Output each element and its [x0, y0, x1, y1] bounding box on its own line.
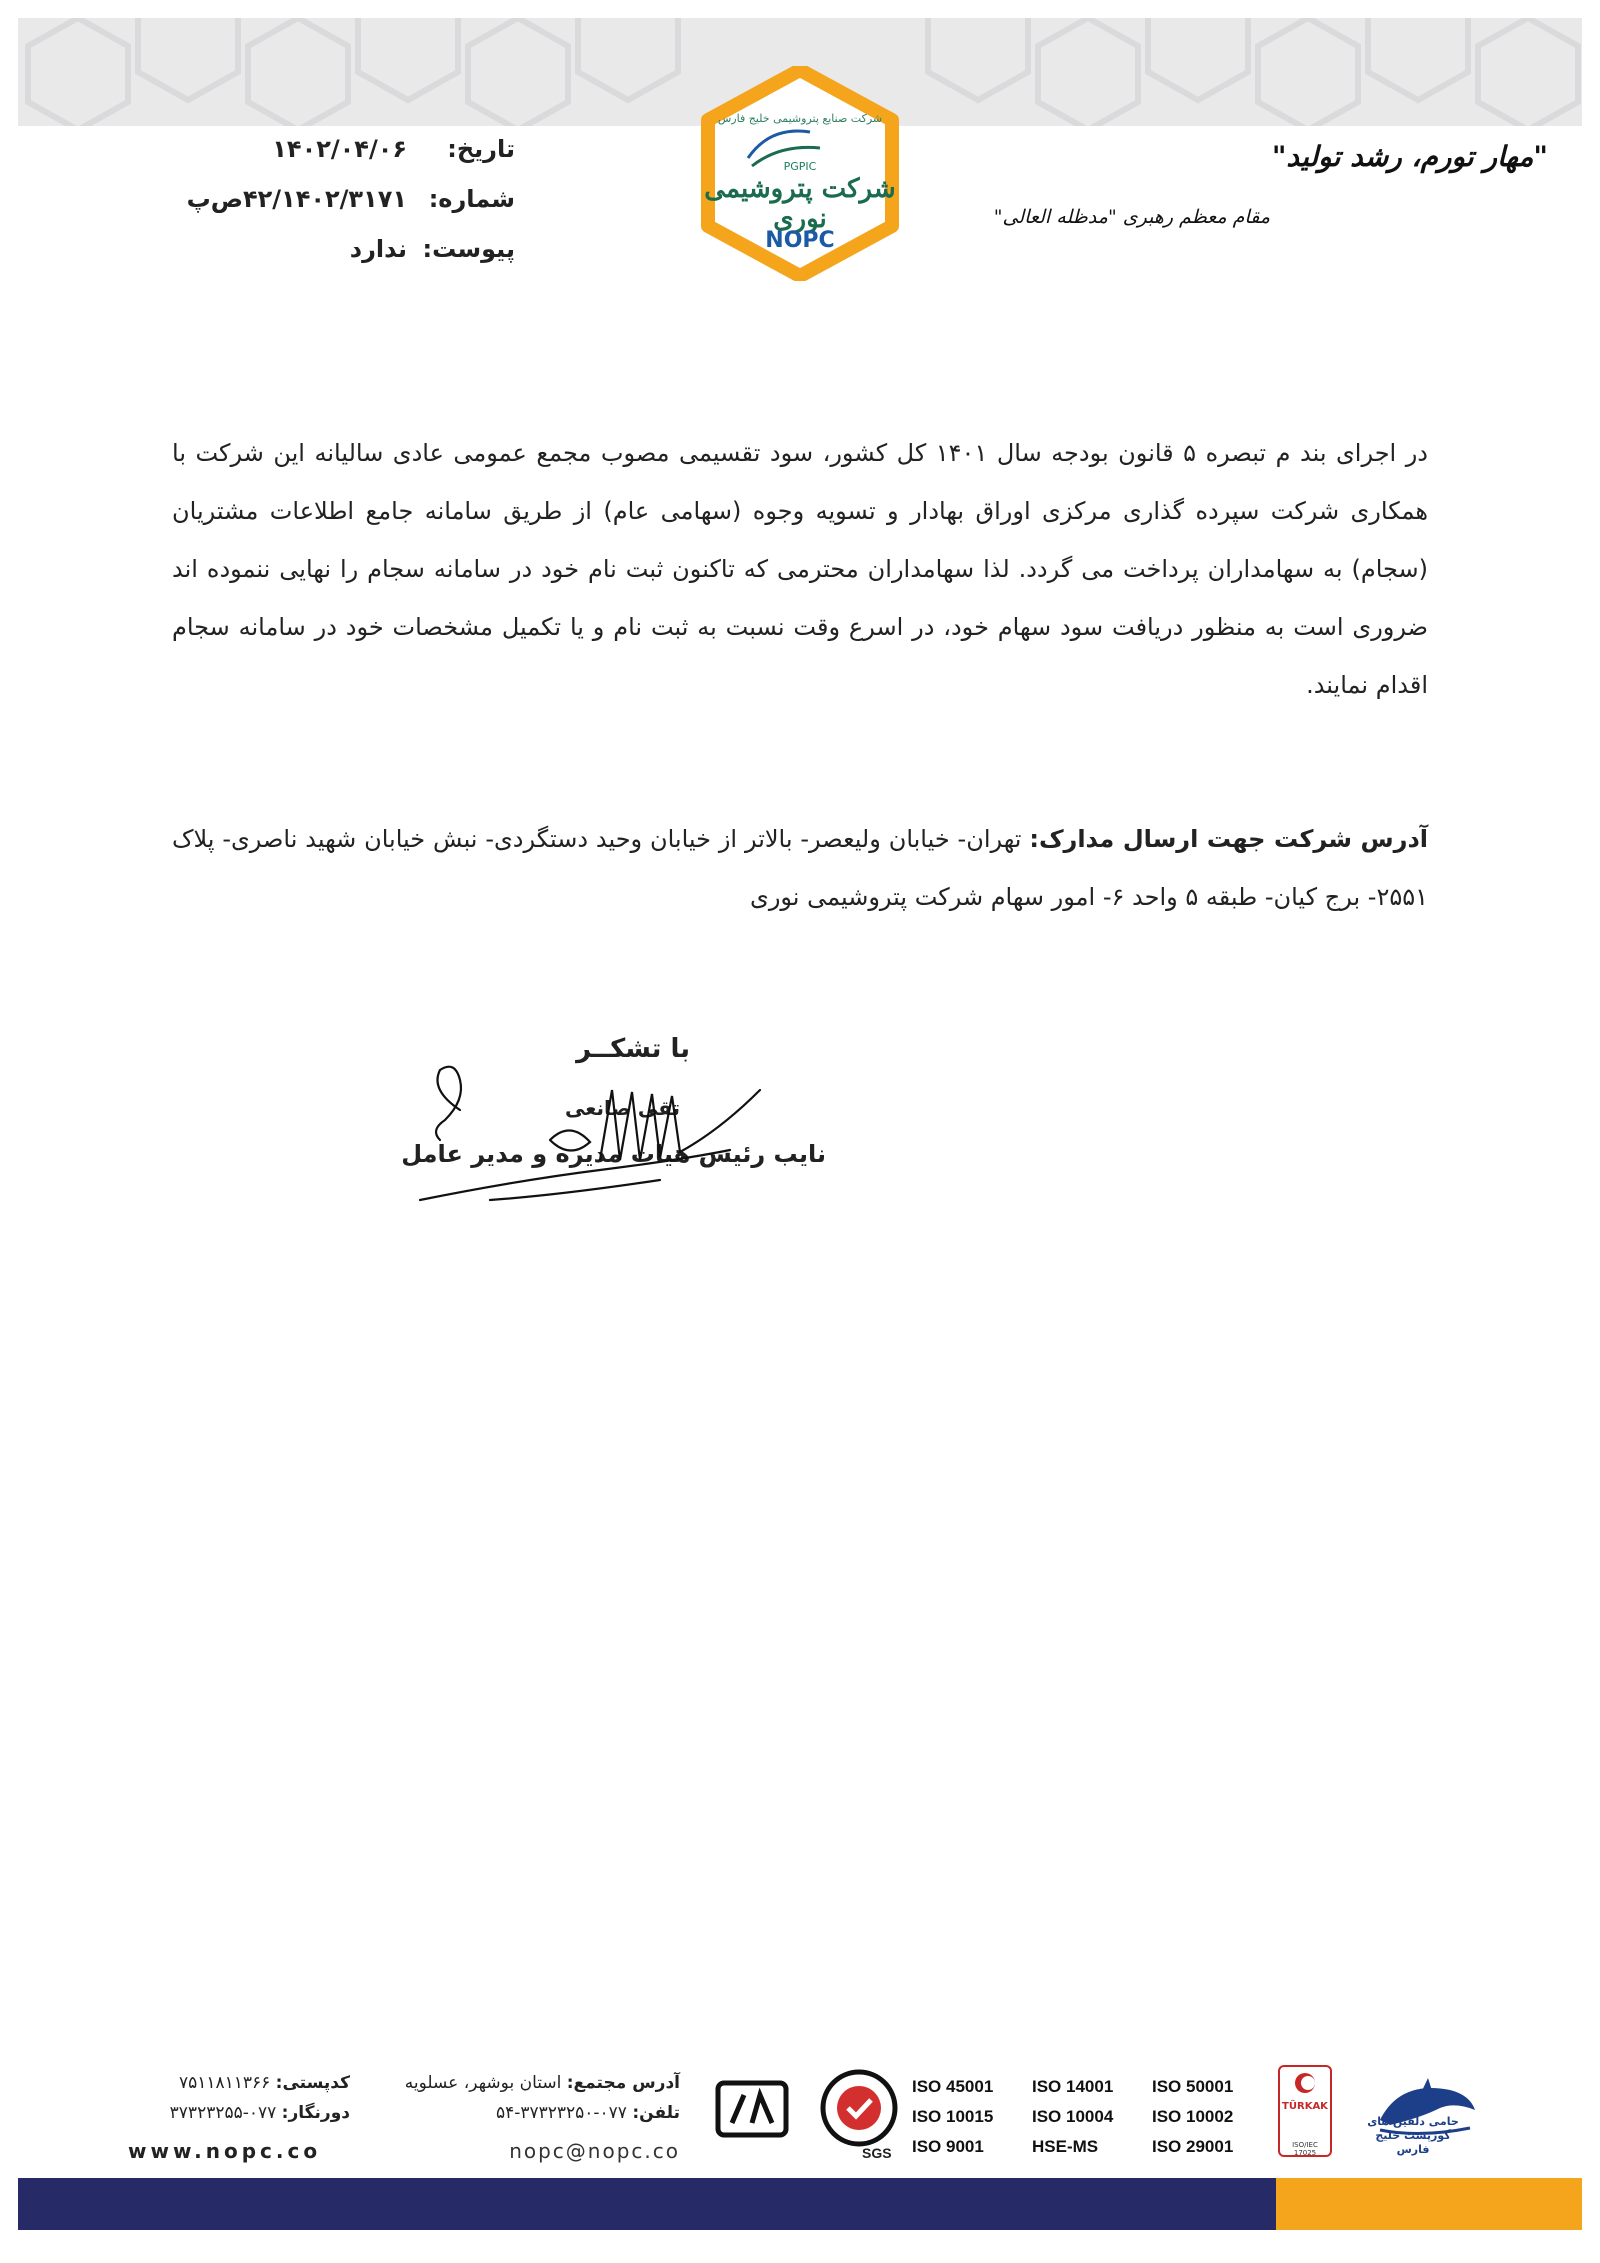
iso-item: ISO 9001 [912, 2137, 984, 2156]
date-row [187, 124, 515, 174]
complex-address-label: آدرس مجتمع: [566, 2073, 680, 2093]
footer-bar-orange [1276, 2178, 1582, 2230]
iso-item: ISO 29001 [1152, 2137, 1234, 2156]
address-label: آدرس شرکت جهت ارسال مدارک: [1029, 825, 1428, 853]
iso-item: ISO 10015 [912, 2107, 994, 2126]
number-label: شماره: [428, 185, 515, 213]
number-row [187, 174, 515, 224]
turkak-star-icon [1280, 2067, 1330, 2097]
turkak-label: TÜRKAK [1282, 2101, 1328, 2112]
letter-meta [187, 124, 515, 274]
iso-item: HSE-MS [1032, 2137, 1099, 2156]
address-paragraph [172, 810, 1428, 926]
turkak-iso: ISO/IEC 17025 [1292, 2141, 1318, 2157]
iso-item: ISO 10004 [1032, 2107, 1114, 2126]
footer-website[interactable]: www.nopc.co [128, 2139, 322, 2163]
slogan-attribution: مقام معظم رهبری "مدظله العالی" [993, 206, 1270, 228]
attachment-label: پیوست: [422, 235, 515, 263]
phone-value: ۰۷۷-۳۷۳۲۳۲۵۰-۵۴ [495, 2103, 633, 2123]
date-label: تاریخ: [447, 135, 515, 163]
dolphin-caption: حامی دلفین های گوزپشت خلیج فارس [1367, 2115, 1459, 2156]
logo-abbr: NOPC [765, 228, 835, 253]
closing: با تشکــر [576, 1034, 690, 1064]
footer-contact [120, 2073, 350, 2123]
logo-company-name: شرکت پتروشیمی نوری [704, 174, 896, 234]
signature-block [400, 1030, 840, 1230]
footer-bar-blue [18, 2178, 1276, 2230]
handwritten-signature-icon [400, 1030, 840, 1230]
iso-item: ISO 10002 [1152, 2107, 1234, 2126]
sgs-certification-icon [818, 2067, 900, 2149]
logo-parent-fa: شرکت صنایع پتروشیمی خلیج فارس [717, 112, 883, 125]
slogan: "مهار تورم، رشد تولید" [1271, 140, 1548, 173]
turkak-badge [1278, 2065, 1332, 2157]
fax-label: دورنگار: [281, 2103, 350, 2123]
complex-address-value: استان بوشهر، عسلویه [404, 2073, 567, 2093]
phone-label: تلفن: [632, 2103, 680, 2123]
signer-title: نایب رئیس هیات مدیره و مدیر عامل [401, 1140, 826, 1168]
iso-item: ISO 50001 [1152, 2077, 1234, 2096]
company-logo [700, 66, 900, 281]
footer-address [380, 2073, 680, 2123]
logo-parent-en: PGPIC [783, 160, 817, 173]
sgs-label: SGS [862, 2145, 892, 2161]
attachment-value: ندارد [349, 235, 407, 263]
footer-email[interactable]: nopc@nopc.co [509, 2139, 680, 2163]
number-value: ۴۲/۱۴۰۲/۳۱۷۱ص‌پ [186, 185, 407, 213]
footer [0, 2045, 1600, 2165]
postal-value: ۷۵۱۱۸۱۱۳۶۶ [178, 2073, 276, 2093]
fax-value: ۰۷۷-۳۷۳۲۳۲۵۵ [169, 2103, 282, 2123]
iso-item: ISO 45001 [912, 2077, 994, 2096]
attachment-row [187, 224, 515, 274]
address-text: تهران- خیابان ولیعصر- بالاتر از خیابان وحید دستگردی- نبش خیابان شهید ناصری- پلاک ۲۵۵۱- برج کیان- طبقه ۵ واحد ۶- امور سهام شرکت پتروشیمی نوری [172, 825, 1428, 911]
iso-item: ISO 14001 [1032, 2077, 1114, 2096]
standard-mark-icon [714, 2079, 790, 2139]
letter-body: در اجرای بند م تبصره ۵ قانون بودجه سال ۱۴۰۱ کل کشور، سود تقسیمی مصوب مجمع عمومی عادی سالیانه این شرکت با همکاری شرکت سپرده گذاری مرکزی اوراق بهادار و تسویه وجوه (سهامی عام) از طریق سامانه جامع اطلاعات مشتریان (سجام) به سهامداران پرداخت می گردد. لذا سهامداران محترمی که تاکنون ثبت نام خود در سامانه سجام را نهایی ننموده اند ضروری است به منظور دریافت سود سهام خود، در اسرع وقت نسبت به ثبت نام و یا تکمیل مشخصات خود در سامانه سجام اقدام نمایند. [172, 439, 1428, 699]
date-value: ۱۴۰۲/۰۴/۰۶ [272, 135, 407, 163]
signer-name: تقی صانعی [565, 1096, 680, 1120]
postal-label: کدپستی: [275, 2073, 350, 2093]
